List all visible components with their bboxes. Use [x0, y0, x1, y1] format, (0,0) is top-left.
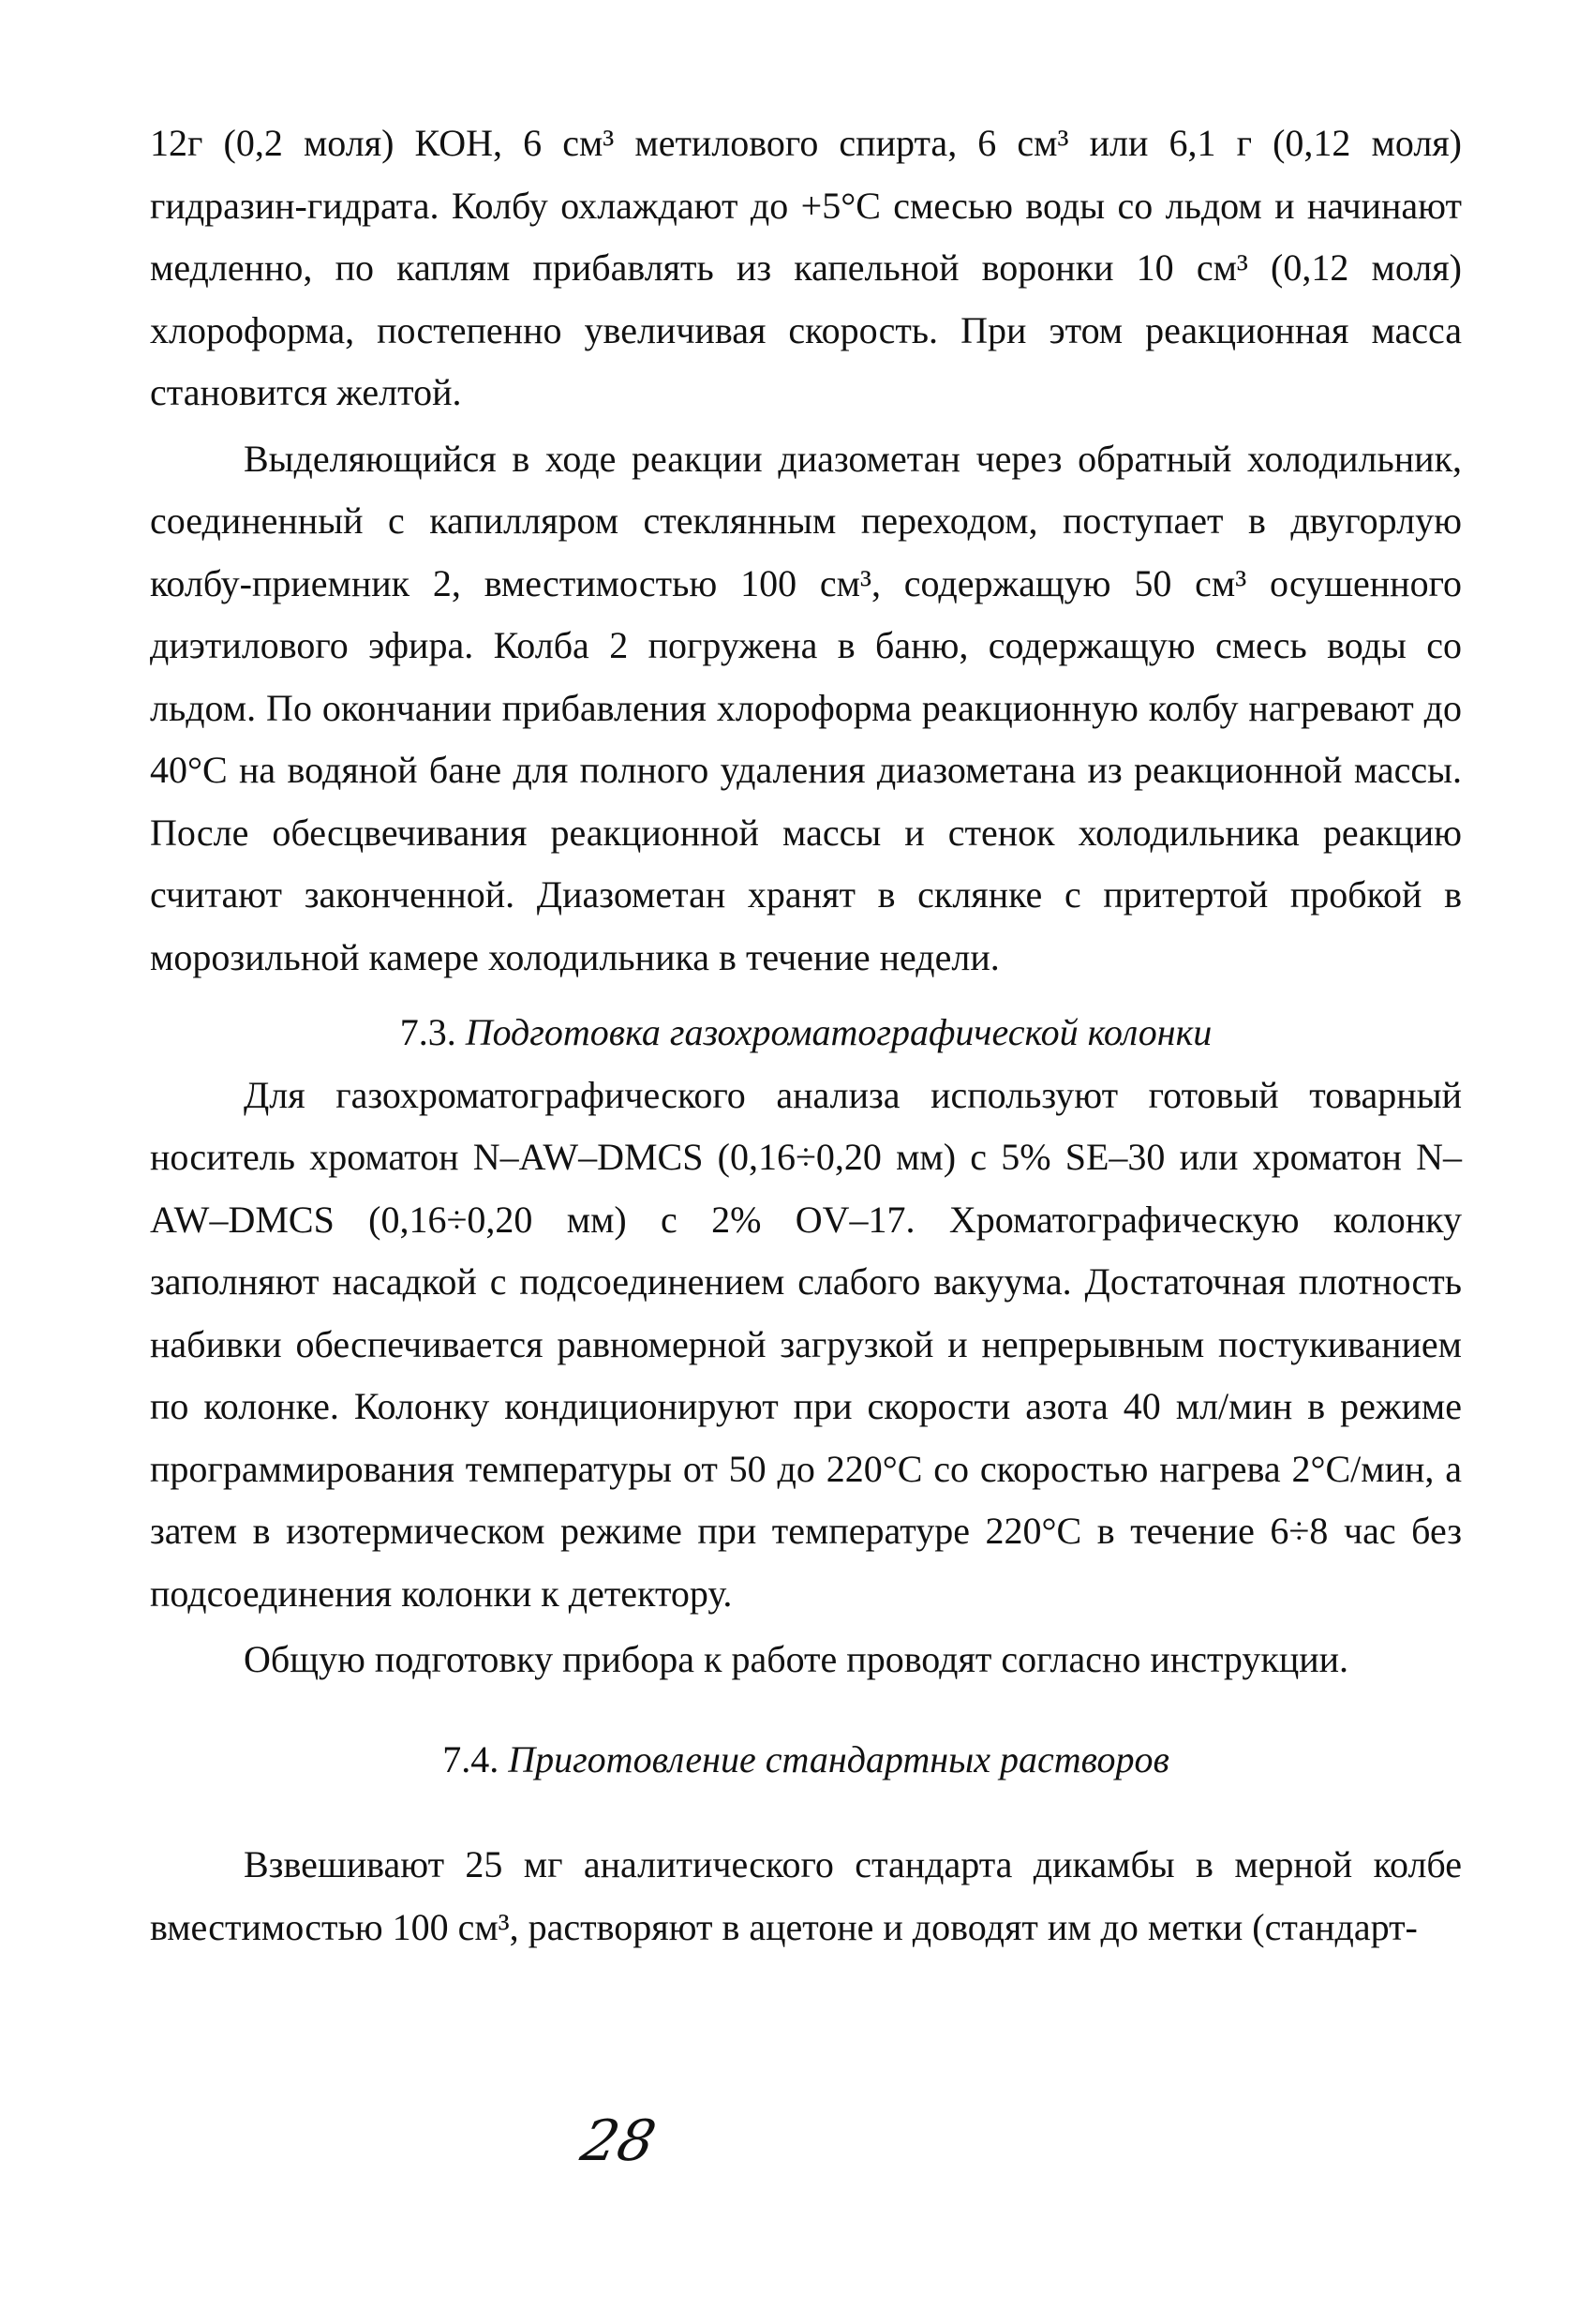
paragraph-instrument-preparation: Общую подготовку прибора к работе проводят согласно инструкции. [244, 1638, 1349, 1680]
paragraph-column-preparation: Для газохроматографического анализа используют готовый товарный носитель хроматон N–AW–DMCS (0,16÷0,20 мм) с 5% SE–30 или хроматон N–AW–DMCS (0,16÷0,20 мм) с 2% OV–17. Хроматографическую колонку заполняют насадкой с подсоединением слабого вакуума. Достаточная плотность набивки обеспечивается равномерной загрузкой и непрерывным постукиванием по колонке. Колонку кондиционируют при скорости азота 40 мл/мин в режиме программирования температуры от 50 до 220°С со скоростью нагрева 2°С/мин, а затем в изотермическом режиме при температуре 220°С в течение 6÷8 час без подсоединения колонки к детектору. [150, 1073, 1462, 1615]
paragraph-standard-solutions: Взвешивают 25 мг аналитического стандарта дикамбы в мерной колбе вместимостью 100 см³, растворяют в ацетоне и доводят им до метки (стандарт- [150, 1843, 1462, 1948]
section-heading-7-3 [150, 1002, 1462, 1065]
document-page [150, 112, 1462, 1959]
paragraph-reaction-setup: 12г (0,2 моля) КОН, 6 см³ метилового спирта, 6 см³ или 6,1 г (0,12 моля) гидразин-гидрата. Колбу охлаждают до +5°С смесью воды со льдом и начинают медленно, по каплям прибавлять из капельной воронки 10 см³ (0,12 моля) хлороформа, постепенно увеличивая скорость. При этом реакционная масса становится желтой. [150, 122, 1462, 413]
page-number: 28 [575, 2108, 662, 2174]
section-number: 7.3. [399, 1011, 456, 1053]
section-title: Приготовление стандартных растворов [508, 1737, 1169, 1780]
section-title: Подготовка газохроматографической колонки [465, 1011, 1213, 1053]
section-number: 7.4. [442, 1737, 499, 1780]
paragraph-diazomethane-collection: Выделяющийся в ходе реакции диазометан через обратный холодильник, соединенный с капилляром стеклянным переходом, поступает в двугорлую колбу-приемник 2, вместимостью 100 см³, содержащую 50 см³ осушенного диэтилового эфира. Колба 2 погружена в баню, содержащую смесь воды со льдом. По окончании прибавления хлороформа реакционную колбу нагревают до 40°С на водяной бане для полного удаления диазометана из реакционной массы. После обесцвечивания реакционной массы и стенок холодильника реакцию считают законченной. Диазометан хранят в склянке с притертой пробкой в морозильной камере холодильника в течение недели. [150, 437, 1462, 978]
section-heading-7-4 [150, 1729, 1462, 1792]
